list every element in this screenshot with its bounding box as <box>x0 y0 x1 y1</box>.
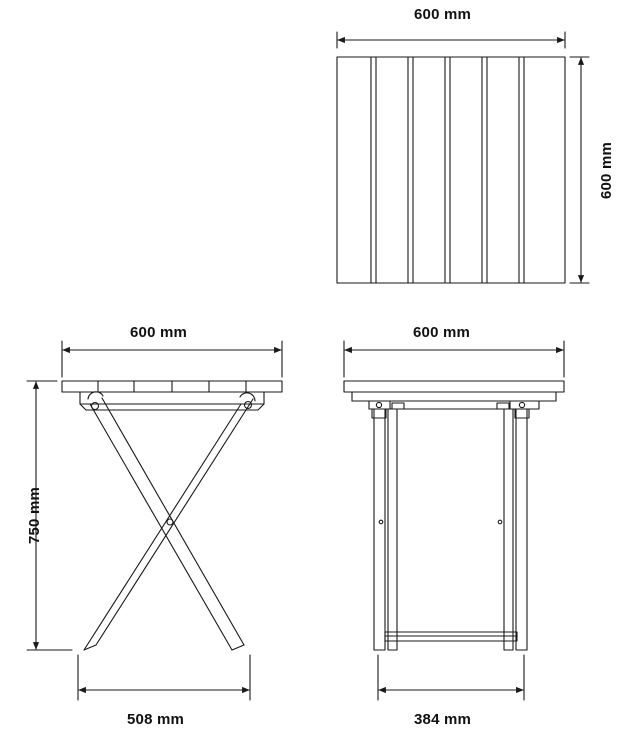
top-view-depth-label: 600 mm <box>598 141 616 200</box>
front-view-hinge-left <box>379 520 383 524</box>
front-view-apron <box>352 392 556 401</box>
side-view-leg-a-foot <box>232 645 244 650</box>
top-view-depth-dimension <box>570 57 589 283</box>
front-view <box>344 341 564 700</box>
front-view-tabletop <box>344 381 564 392</box>
front-view-top-width-label: 600 mm <box>413 324 471 341</box>
side-view-top-width-dimension <box>62 341 282 377</box>
front-view-top-width-dimension <box>344 341 564 377</box>
side-view <box>27 341 282 700</box>
front-view-hinge-right <box>498 520 502 524</box>
front-view-base-width-label: 384 mm <box>414 711 472 728</box>
front-view-stretcher <box>385 632 517 641</box>
side-view-base-width-dimension <box>78 655 250 700</box>
top-view-width-label: 600 mm <box>414 6 472 23</box>
side-view-base-width-label: 508 mm <box>127 711 185 728</box>
top-view-width-dimension <box>337 32 565 48</box>
side-view-height-label: 750 mm <box>26 486 44 545</box>
side-view-top-slat-marks <box>98 381 246 392</box>
side-view-apron <box>80 392 264 404</box>
front-view-legs <box>374 409 527 650</box>
top-view <box>337 32 589 283</box>
side-view-top-width-label: 600 mm <box>130 324 188 341</box>
top-view-slats <box>371 57 524 283</box>
side-view-center-pivot <box>167 519 173 525</box>
side-view-leg-a-top-round <box>88 392 103 399</box>
front-view-base-width-dimension <box>378 655 524 700</box>
